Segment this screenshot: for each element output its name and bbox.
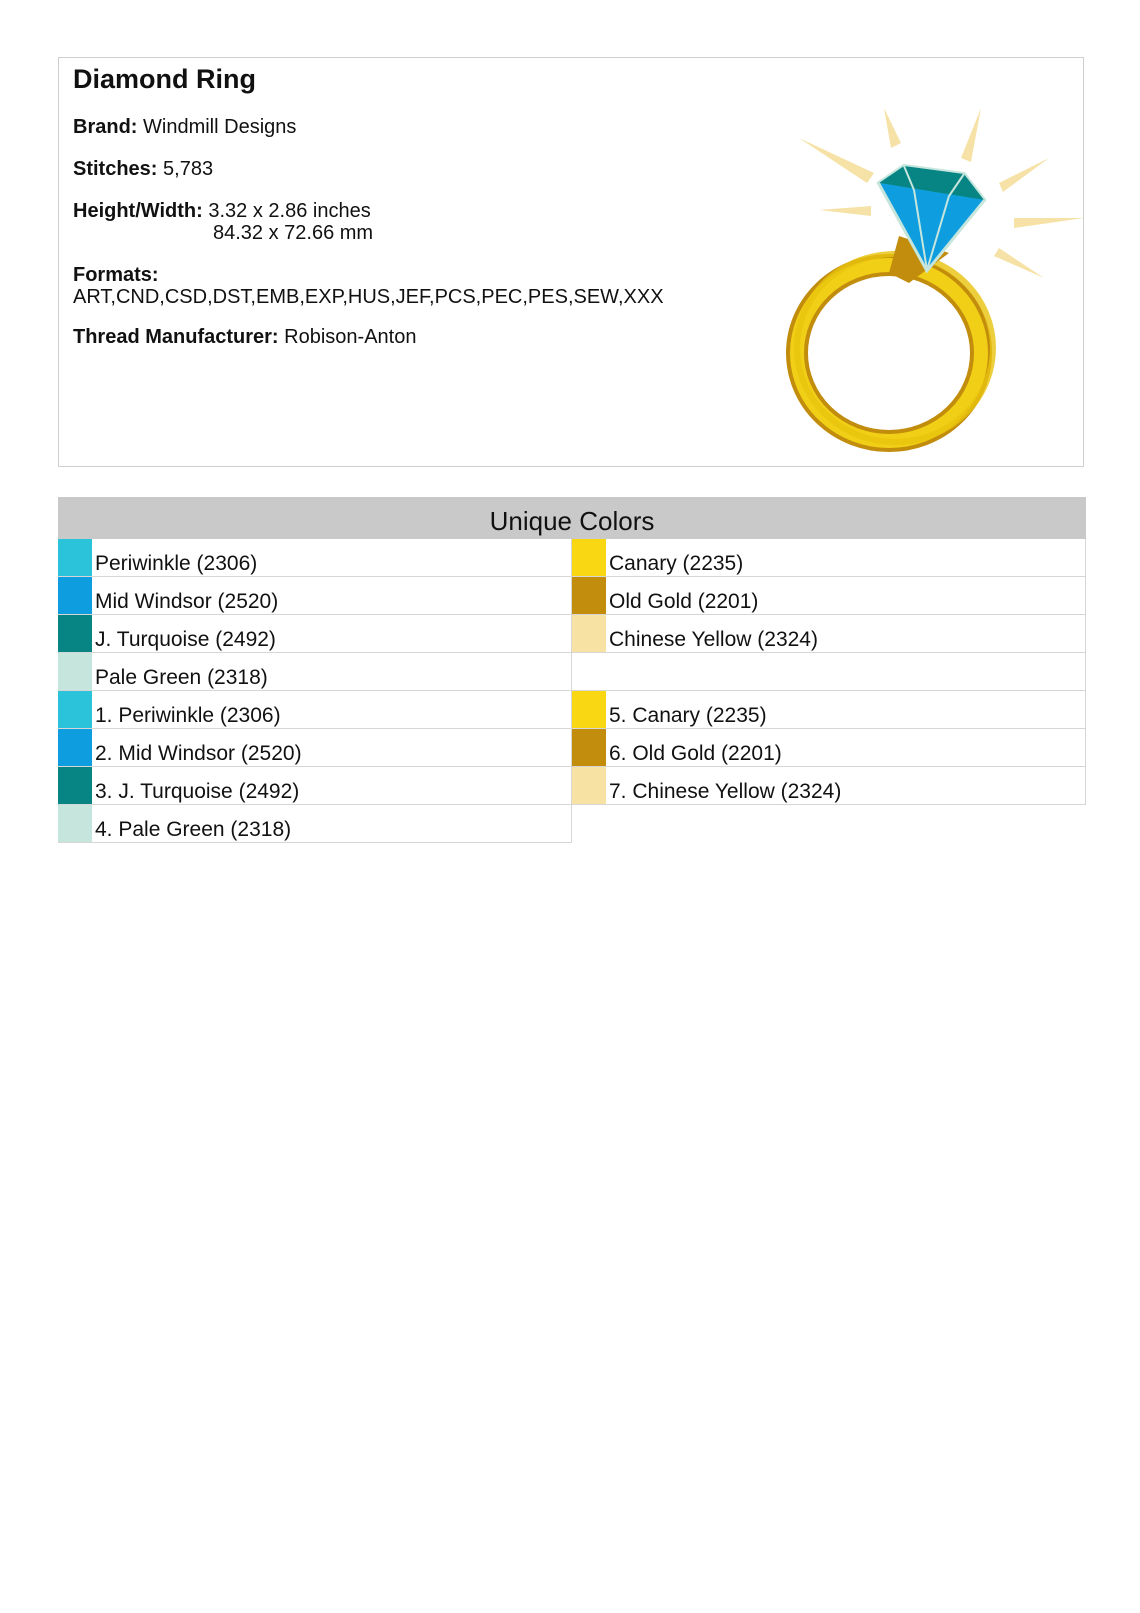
diamond-ring-image	[749, 78, 1089, 468]
color-swatch	[58, 691, 92, 728]
thread-value: Robison-Anton	[284, 326, 417, 348]
thread-field	[73, 326, 416, 348]
color-name: J. Turquoise (2492)	[95, 628, 276, 651]
color-name: Mid Windsor (2520)	[95, 590, 279, 613]
color-swatch	[58, 539, 92, 576]
color-row	[572, 577, 1086, 615]
color-swatch	[58, 729, 92, 766]
color-row	[58, 729, 572, 767]
brand-field	[73, 116, 296, 138]
brand-value: Windmill Designs	[143, 116, 297, 138]
unique-colors-header: Unique Colors	[58, 497, 1086, 539]
empty-cell	[572, 805, 1086, 843]
stitches-value: 5,783	[163, 158, 214, 180]
color-swatch	[58, 653, 92, 690]
color-swatch	[58, 805, 92, 842]
brand-label: Brand:	[73, 116, 138, 138]
color-name: 3. J. Turquoise (2492)	[95, 780, 300, 803]
color-swatch	[58, 615, 92, 652]
stitches-label: Stitches:	[73, 158, 158, 180]
color-name: Canary (2235)	[609, 552, 744, 575]
design-title: Diamond Ring	[73, 64, 256, 94]
color-name: Old Gold (2201)	[609, 590, 759, 613]
color-row	[572, 767, 1086, 805]
color-row	[58, 691, 572, 729]
color-row	[58, 615, 572, 653]
color-swatch	[572, 539, 606, 576]
color-row	[572, 615, 1086, 653]
color-row	[58, 767, 572, 805]
color-name: 2. Mid Windsor (2520)	[95, 742, 302, 765]
color-row	[58, 653, 572, 691]
formats-field	[73, 264, 664, 308]
color-name: Pale Green (2318)	[95, 666, 268, 689]
color-row	[572, 729, 1086, 767]
color-row	[58, 539, 572, 577]
formats-label: Formats:	[73, 264, 159, 286]
color-name: 5. Canary (2235)	[609, 704, 767, 727]
color-swatch	[572, 767, 606, 804]
color-swatch	[58, 767, 92, 804]
color-swatch	[572, 729, 606, 766]
color-row	[572, 691, 1086, 729]
color-name: 7. Chinese Yellow (2324)	[609, 780, 842, 803]
color-row	[572, 539, 1086, 577]
size-inches-value: 3.32 x 2.86 inches	[208, 200, 371, 222]
color-name: Periwinkle (2306)	[95, 552, 258, 575]
thread-label: Thread Manufacturer:	[73, 326, 279, 348]
color-row	[58, 805, 572, 843]
color-name: Chinese Yellow (2324)	[609, 628, 818, 651]
color-swatch	[572, 615, 606, 652]
stitches-field	[73, 158, 213, 180]
color-name: 6. Old Gold (2201)	[609, 742, 782, 765]
color-grid	[58, 539, 1086, 843]
color-swatch	[572, 577, 606, 614]
unique-colors-table	[58, 497, 1086, 843]
formats-value: ART,CND,CSD,DST,EMB,EXP,HUS,JEF,PCS,PEC,PES,SEW,XXX	[73, 286, 664, 308]
size-field	[73, 200, 373, 244]
empty-cell	[572, 653, 1086, 691]
color-name: 1. Periwinkle (2306)	[95, 704, 281, 727]
color-swatch	[572, 691, 606, 728]
size-label: Height/Width:	[73, 200, 203, 222]
color-swatch	[58, 577, 92, 614]
color-name: 4. Pale Green (2318)	[95, 818, 292, 841]
design-info-panel	[58, 57, 1084, 467]
color-row	[58, 577, 572, 615]
size-mm-value: 84.32 x 72.66 mm	[213, 222, 374, 244]
